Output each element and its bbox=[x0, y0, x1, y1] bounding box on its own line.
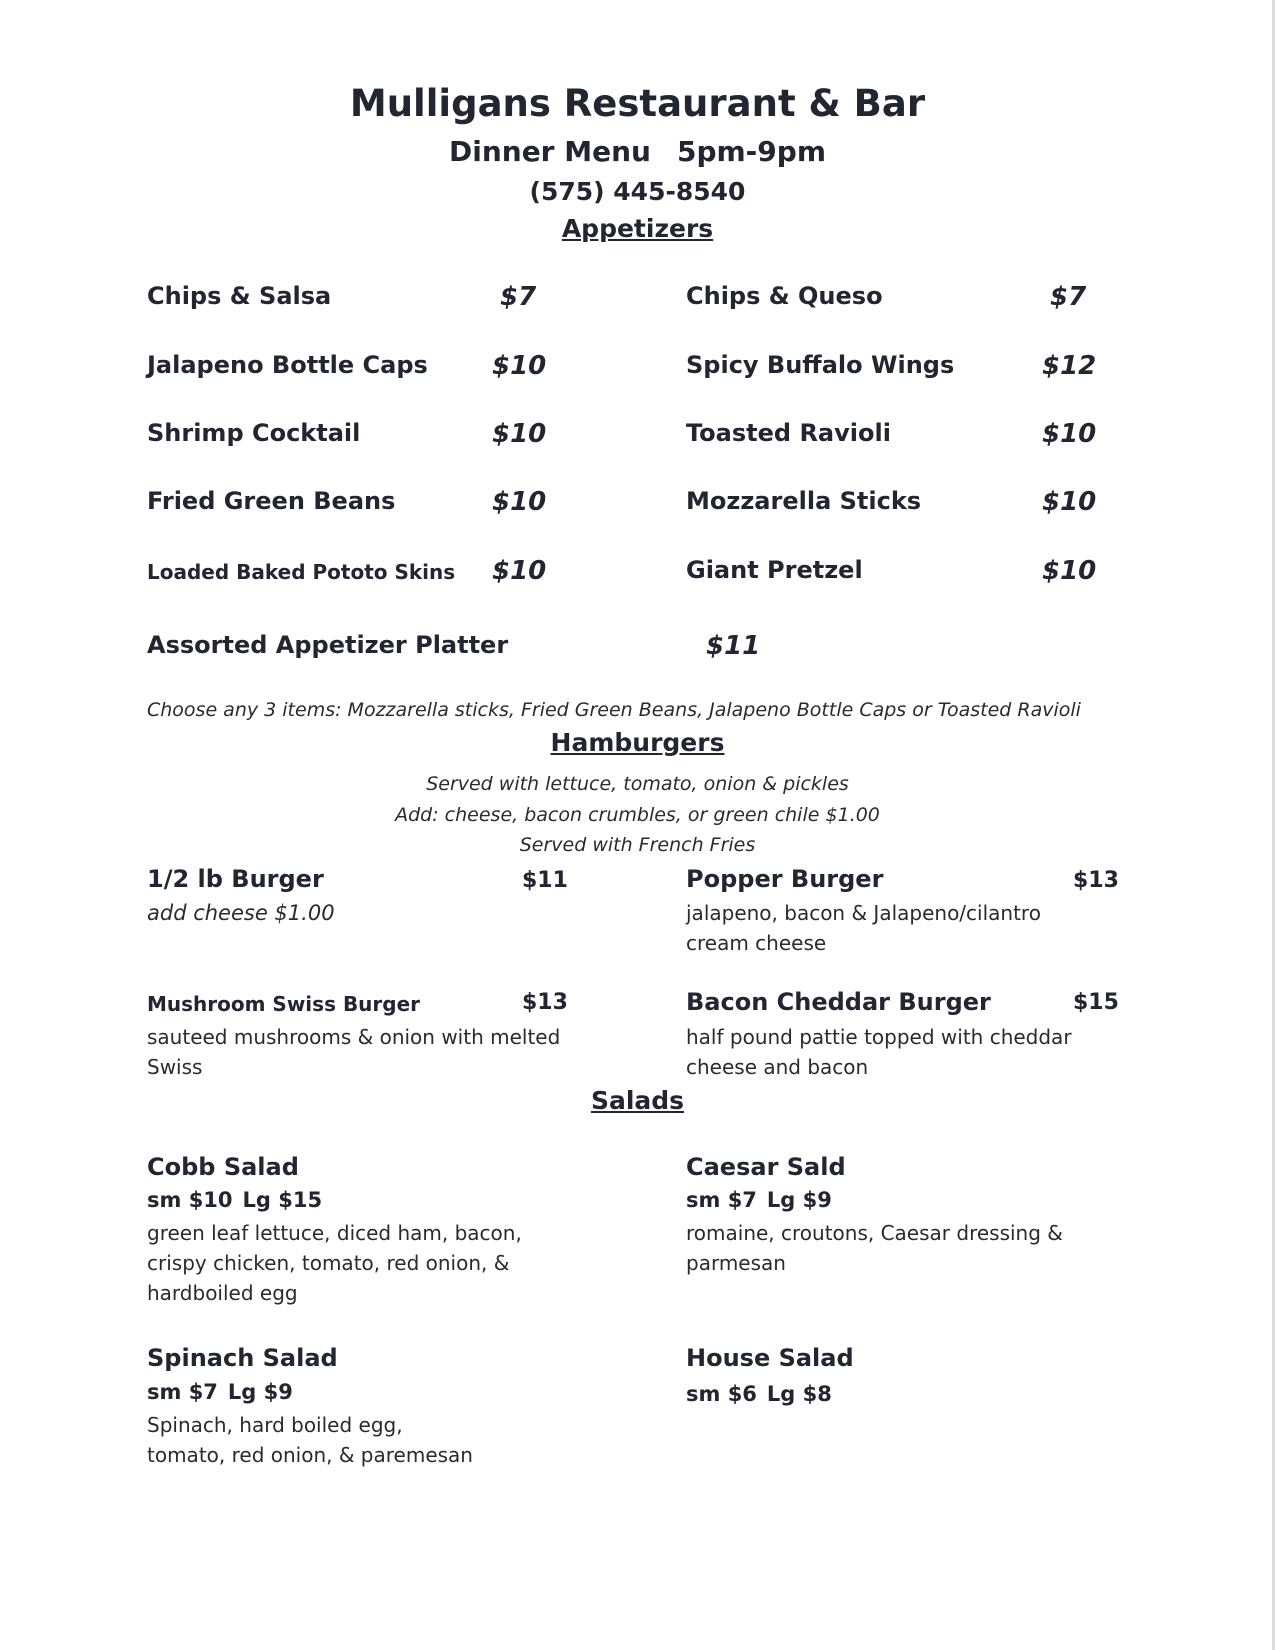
salad-desc: Spinach, hard boiled egg, tomato, red onion, & paremesan bbox=[147, 1413, 473, 1467]
hamburgers-note: Served with lettuce, tomato, onion & pickles bbox=[426, 773, 849, 795]
burger-price: $15 bbox=[1073, 990, 1119, 1015]
salad-name: Spinach Salad bbox=[147, 1344, 338, 1372]
salad-large-price: Lg $15 bbox=[242, 1188, 323, 1212]
salad-name: Caesar Sald bbox=[686, 1153, 846, 1181]
appetizer-name: Spicy Buffalo Wings bbox=[686, 351, 955, 379]
salad-desc: romaine, croutons, Caesar dressing & parmesan bbox=[686, 1221, 1063, 1275]
salad-small-price: sm $7 bbox=[147, 1380, 218, 1404]
appetizer-price: $10 bbox=[1042, 487, 1097, 517]
salad-small-price: sm $10 bbox=[147, 1188, 233, 1212]
appetizers-heading: Appetizers bbox=[561, 214, 714, 243]
burger-desc: add cheese $1.00 bbox=[147, 901, 335, 925]
salad-sizes bbox=[686, 1382, 832, 1406]
burger-desc: sauteed mushrooms & onion with melted Swiss bbox=[147, 1025, 561, 1079]
salad-name: House Salad bbox=[686, 1344, 854, 1372]
salads-heading: Salads bbox=[590, 1086, 685, 1115]
burger-name: Bacon Cheddar Burger bbox=[686, 988, 991, 1016]
menu-name: Dinner Menu bbox=[448, 135, 651, 168]
appetizer-price: $10 bbox=[492, 556, 547, 586]
appetizer-price: $10 bbox=[1042, 556, 1097, 586]
salad-large-price: Lg $9 bbox=[766, 1188, 832, 1212]
salad-desc: green leaf lettuce, diced ham, bacon, crispy chicken, tomato, red onion, & hardboiled egg bbox=[147, 1221, 522, 1305]
salad-name: Cobb Salad bbox=[147, 1153, 299, 1181]
platter-price: $11 bbox=[706, 631, 761, 661]
burger-price: $13 bbox=[522, 990, 568, 1015]
hamburgers-note: Served with French Fries bbox=[519, 834, 756, 856]
appetizer-name: Mozzarella Sticks bbox=[686, 487, 922, 515]
menu-hours: 5pm-9pm bbox=[676, 135, 826, 168]
burger-name: Mushroom Swiss Burger bbox=[147, 992, 421, 1016]
salad-large-price: Lg $8 bbox=[766, 1382, 832, 1406]
appetizer-price: $7 bbox=[1050, 282, 1087, 312]
burger-name: Popper Burger bbox=[686, 865, 884, 893]
burger-name: 1/2 lb Burger bbox=[147, 865, 324, 893]
salad-sizes bbox=[686, 1188, 832, 1212]
appetizer-name: Jalapeno Bottle Caps bbox=[147, 351, 428, 379]
appetizer-price: $10 bbox=[492, 487, 547, 517]
hamburgers-note: Add: cheese, bacon crumbles, or green chile $1.00 bbox=[395, 804, 880, 826]
salad-small-price: sm $7 bbox=[686, 1188, 757, 1212]
appetizer-price: $7 bbox=[500, 282, 537, 312]
appetizer-name: Chips & Queso bbox=[686, 282, 883, 310]
burger-desc: half pound pattie topped with cheddar cheese and bacon bbox=[686, 1025, 1072, 1079]
salad-small-price: sm $6 bbox=[686, 1382, 757, 1406]
hamburgers-heading: Hamburgers bbox=[550, 728, 725, 757]
appetizer-name: Shrimp Cocktail bbox=[147, 419, 361, 447]
salad-sizes bbox=[147, 1188, 322, 1212]
appetizer-name: Toasted Ravioli bbox=[686, 419, 891, 447]
appetizer-name: Fried Green Beans bbox=[147, 487, 396, 515]
appetizer-price: $10 bbox=[492, 419, 547, 449]
salad-sizes bbox=[147, 1380, 293, 1404]
appetizer-price: $10 bbox=[492, 351, 547, 381]
appetizer-name: Loaded Baked Pototo Skins bbox=[147, 560, 456, 584]
burger-price: $11 bbox=[522, 868, 568, 893]
platter-note: Choose any 3 items: Mozzarella sticks, Fried Green Beans, Jalapeno Bottle Caps or Toasted Ravioli bbox=[147, 699, 1081, 721]
menu-subtitle bbox=[0, 135, 1275, 168]
appetizer-name: Chips & Salsa bbox=[147, 282, 332, 310]
restaurant-title: Mulligans Restaurant & Bar bbox=[349, 82, 926, 125]
appetizer-name: Giant Pretzel bbox=[686, 556, 863, 584]
appetizer-price: $12 bbox=[1042, 351, 1097, 381]
burger-price: $13 bbox=[1073, 868, 1119, 893]
phone-number: (575) 445-8540 bbox=[529, 177, 746, 206]
salad-large-price: Lg $9 bbox=[227, 1380, 293, 1404]
burger-desc: jalapeno, bacon & Jalapeno/cilantro cream cheese bbox=[686, 901, 1041, 955]
appetizer-price: $10 bbox=[1042, 419, 1097, 449]
platter-name: Assorted Appetizer Platter bbox=[147, 631, 509, 659]
